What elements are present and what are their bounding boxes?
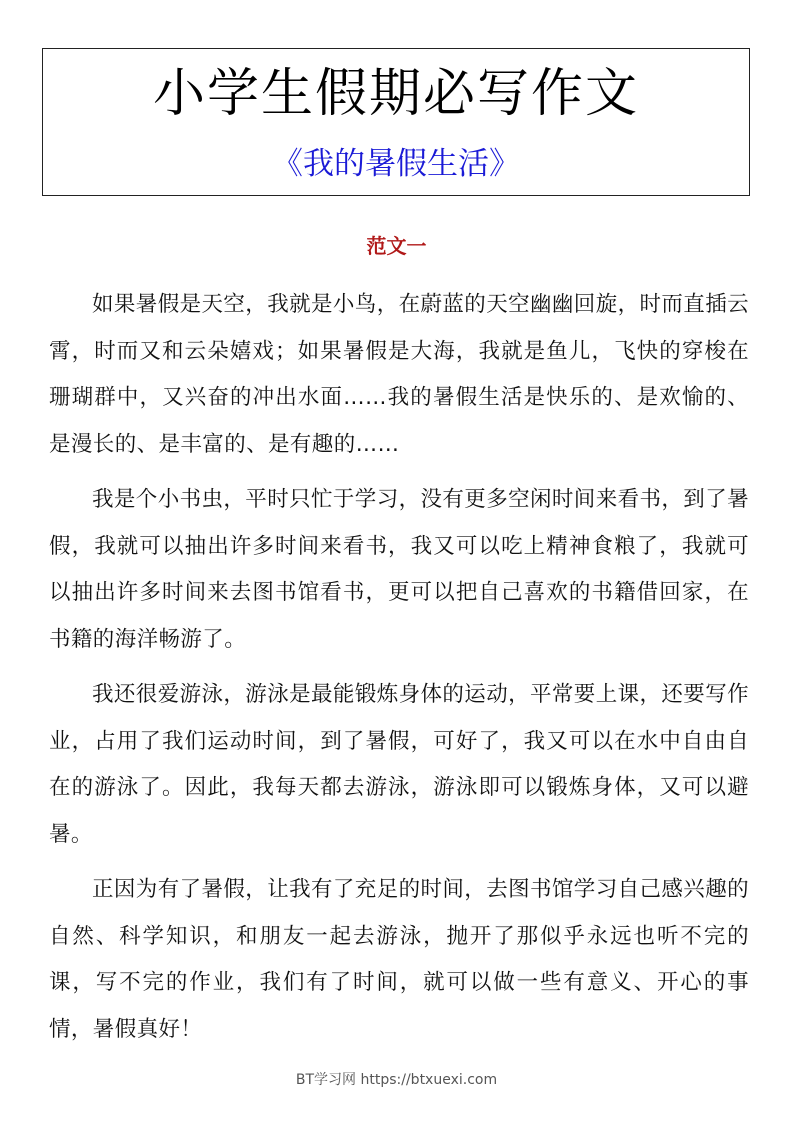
essay-paragraph-3: 我还很爱游泳，游泳是最能锻炼身体的运动，平常要上课，还要写作业，占用了我们运动时间，到了暑假，可好了，我又可以在水中自由自在的游泳了。因此，我每天都去游泳，游泳即可以锻炼身体，又可以避暑。	[49, 682, 750, 847]
essay-paragraph-1: 如果暑假是天空，我就是小鸟，在蔚蓝的天空幽幽回旋，时而直插云霄，时而又和云朵嬉戏；如果暑假是大海，我就是鱼儿，飞快的穿梭在珊瑚群中，又兴奋的冲出水面……我的暑假生活是快乐的、是欢愉的、是漫长的、是丰富的、是有趣的……	[49, 292, 750, 457]
essay-paragraph-2: 我是个小书虫，平时只忙于学习，没有更多空闲时间来看书，到了暑假，我就可以抽出许多时间来看书，我又可以吃上精神食粮了，我就可以抽出许多时间来去图书馆看书，更可以把自己喜欢的书籍借回家，在书籍的海洋畅游了。	[49, 487, 750, 652]
section-heading: 范文一	[366, 234, 427, 258]
page-subtitle: 《我的暑假生活》	[272, 146, 520, 182]
essay-body	[49, 282, 749, 1062]
footer-source: BT学习网 https://btxuexi.com	[295, 1072, 498, 1088]
essay-paragraph-4: 正因为有了暑假，让我有了充足的时间，去图书馆学习自己感兴趣的自然、科学知识，和朋友一起去游泳，抛开了那似乎永远也听不完的课，写不完的作业，我们有了时间，就可以做一些有意义、开心的事情，暑假真好！	[49, 877, 750, 1042]
title-box	[42, 48, 750, 196]
page-title: 小学生假期必写作文	[152, 64, 639, 124]
